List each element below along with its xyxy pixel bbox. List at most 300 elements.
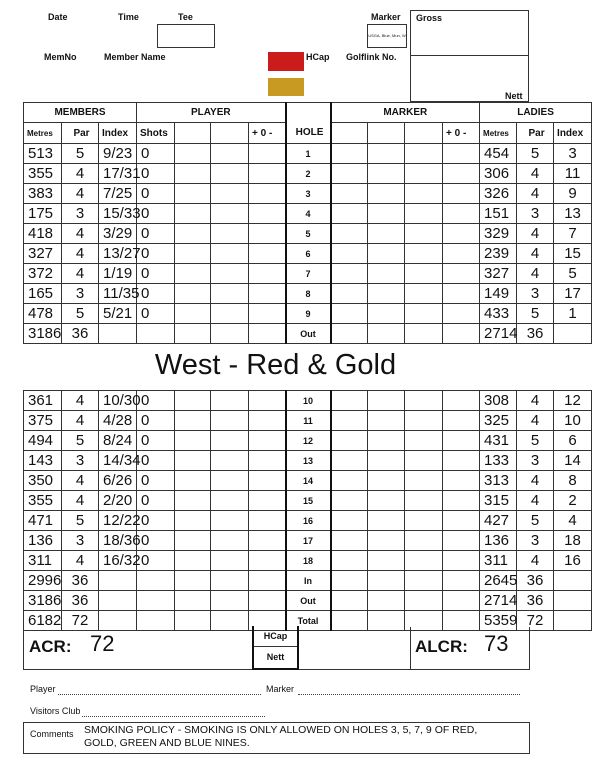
- hole-row: [24, 451, 592, 471]
- marker-score-cell[interactable]: [368, 304, 405, 324]
- player-plus-minus-cell[interactable]: [249, 511, 286, 531]
- player-plus-minus-cell[interactable]: [249, 571, 286, 591]
- ladies-par-cell: 5: [517, 144, 554, 164]
- alcr-label: ALCR:: [415, 637, 468, 656]
- player-score-cell[interactable]: [175, 431, 211, 451]
- ladies-par-cell: 36: [517, 324, 554, 344]
- marker-plus-minus-cell[interactable]: [443, 391, 480, 411]
- marker-score-cell[interactable]: [331, 284, 368, 304]
- members-metres-cell: 418: [24, 224, 62, 244]
- player-plus-minus-cell[interactable]: [249, 324, 286, 344]
- ladies-metres-cell: 2714: [480, 591, 517, 611]
- marker-score-cell[interactable]: [331, 184, 368, 204]
- ladies-index-header: Index: [554, 123, 592, 144]
- marker-score-cell[interactable]: [331, 511, 368, 531]
- ladies-index-cell: 16: [554, 551, 592, 571]
- player-score-cell[interactable]: [175, 511, 211, 531]
- player-score-cell[interactable]: [211, 411, 249, 431]
- hole-number-cell: 8: [286, 284, 331, 304]
- marker-plus-minus-cell[interactable]: [443, 491, 480, 511]
- members-index-cell: 13/27: [99, 244, 137, 264]
- player-score-cell[interactable]: [211, 264, 249, 284]
- marker-score-cell[interactable]: [368, 591, 405, 611]
- marker-score-cell[interactable]: [368, 431, 405, 451]
- player-shots-cell[interactable]: 0: [137, 511, 175, 531]
- player-plus-minus-cell[interactable]: [249, 304, 286, 324]
- player-score-cell[interactable]: [175, 591, 211, 611]
- marker-score-cell[interactable]: [405, 511, 443, 531]
- marker-score-cell[interactable]: [331, 391, 368, 411]
- ladies-metres-cell: 311: [480, 551, 517, 571]
- player-shots-cell[interactable]: 0: [137, 144, 175, 164]
- marker-score-cell[interactable]: [368, 164, 405, 184]
- marker-score-cell[interactable]: [368, 491, 405, 511]
- members-par-cell: 4: [62, 411, 99, 431]
- ladies-par-cell: 3: [517, 531, 554, 551]
- hole-row: [24, 324, 592, 344]
- nett-cell[interactable]: Nett: [266, 652, 285, 662]
- player-plus-minus-cell[interactable]: [249, 224, 286, 244]
- marker-score-cell[interactable]: [368, 391, 405, 411]
- marker-score-cell[interactable]: [368, 411, 405, 431]
- player-shots-cell[interactable]: 0: [137, 304, 175, 324]
- player-heading: PLAYER: [137, 103, 286, 123]
- hole-row: [24, 471, 592, 491]
- members-par-cell: 3: [62, 204, 99, 224]
- ladies-metres-cell: 427: [480, 511, 517, 531]
- ladies-par-cell: 4: [517, 491, 554, 511]
- marker-score-cell[interactable]: [331, 431, 368, 451]
- ladies-index-cell: 9: [554, 184, 592, 204]
- player-shots-cell[interactable]: 0: [137, 204, 175, 224]
- golflink-label: Golflink No.: [346, 52, 397, 62]
- player-shots-cell[interactable]: 0: [137, 531, 175, 551]
- player-score-cell[interactable]: [211, 204, 249, 224]
- ladies-heading: LADIES: [480, 103, 592, 123]
- marker-plus-minus-cell[interactable]: [443, 511, 480, 531]
- tee-label: Tee: [178, 12, 193, 22]
- marker-plus-minus-cell[interactable]: [443, 411, 480, 431]
- marker-plus-minus-cell[interactable]: [443, 284, 480, 304]
- player-score-cell[interactable]: [211, 391, 249, 411]
- marker-score-cell[interactable]: [405, 144, 443, 164]
- player-score-cell[interactable]: [175, 411, 211, 431]
- gold-tee-swatch: [268, 78, 304, 96]
- marker-score-cell[interactable]: [405, 391, 443, 411]
- player-signature-line[interactable]: [58, 694, 261, 695]
- marker-plus-minus-cell[interactable]: [443, 451, 480, 471]
- ladies-par-cell: 3: [517, 284, 554, 304]
- player-score-cell[interactable]: [175, 204, 211, 224]
- marker-plus-minus-cell[interactable]: [443, 244, 480, 264]
- player-shots-cell[interactable]: 0: [137, 164, 175, 184]
- ladies-par-cell: 3: [517, 451, 554, 471]
- marker-score-cell[interactable]: [368, 451, 405, 471]
- marker-score-cell[interactable]: [331, 491, 368, 511]
- player-plus-minus-cell[interactable]: [249, 264, 286, 284]
- player-shots-cell[interactable]: [137, 324, 175, 344]
- player-score-cell[interactable]: [175, 284, 211, 304]
- marker-plus-minus-cell[interactable]: [443, 304, 480, 324]
- player-plus-minus-cell[interactable]: [249, 431, 286, 451]
- player-score-cell[interactable]: [211, 451, 249, 471]
- members-par-cell: 4: [62, 264, 99, 284]
- marker-score-cell[interactable]: [405, 324, 443, 344]
- marker-plus-minus-header: + 0 -: [443, 123, 480, 144]
- hole-number-cell: In: [286, 571, 331, 591]
- hole-number-cell: 13: [286, 451, 331, 471]
- hole-row: [24, 531, 592, 551]
- marker-score-cell[interactable]: [368, 204, 405, 224]
- marker-score-cell[interactable]: [405, 571, 443, 591]
- player-plus-minus-cell[interactable]: [249, 144, 286, 164]
- player-score-cell[interactable]: [175, 224, 211, 244]
- marker-score-cell[interactable]: [368, 284, 405, 304]
- marker-label: Marker: [371, 12, 401, 22]
- ladies-index-cell: 17: [554, 284, 592, 304]
- ladies-par-cell: 4: [517, 471, 554, 491]
- hole-number-cell: 10: [286, 391, 331, 411]
- ladies-metres-cell: 433: [480, 304, 517, 324]
- marker-score-cell[interactable]: [331, 304, 368, 324]
- hcap-label: HCap: [306, 52, 330, 62]
- ladies-metres-cell: 149: [480, 284, 517, 304]
- player-shots-cell[interactable]: 0: [137, 264, 175, 284]
- player-score-cell[interactable]: [211, 531, 249, 551]
- marker-score-cell[interactable]: [331, 571, 368, 591]
- hole-row: [24, 164, 592, 184]
- members-metres-cell: 494: [24, 431, 62, 451]
- player-blank-header: [175, 123, 211, 144]
- player-score-cell[interactable]: [175, 144, 211, 164]
- ladies-index-cell: 12: [554, 391, 592, 411]
- hole-row: [24, 411, 592, 431]
- ladies-index-cell: [554, 324, 592, 344]
- front-nine-table: [23, 102, 592, 344]
- members-index-cell: 3/29: [99, 224, 137, 244]
- visitors-club-line[interactable]: [82, 716, 265, 717]
- members-par-cell: 4: [62, 164, 99, 184]
- ladies-metres-cell: 5359: [480, 611, 517, 631]
- player-score-cell[interactable]: [175, 304, 211, 324]
- ladies-par-cell: 36: [517, 591, 554, 611]
- player-plus-minus-cell[interactable]: [249, 591, 286, 611]
- hole-row: [24, 511, 592, 531]
- player-shots-cell[interactable]: 0: [137, 471, 175, 491]
- ladies-index-cell: 2: [554, 491, 592, 511]
- marker-signature-line[interactable]: [298, 694, 520, 695]
- marker-signature-label: Marker: [266, 684, 295, 694]
- player-score-cell[interactable]: [175, 451, 211, 471]
- tee-field[interactable]: [157, 24, 215, 48]
- marker-score-cell[interactable]: [368, 264, 405, 284]
- player-plus-minus-cell[interactable]: [249, 204, 286, 224]
- members-index-cell: 4/28: [99, 411, 137, 431]
- marker-score-cell[interactable]: [405, 244, 443, 264]
- player-shots-cell[interactable]: 0: [137, 411, 175, 431]
- marker-score-cell[interactable]: [331, 551, 368, 571]
- hole-row: [24, 184, 592, 204]
- marker-score-cell[interactable]: [368, 471, 405, 491]
- player-score-cell[interactable]: [211, 164, 249, 184]
- ladies-index-cell: 13: [554, 204, 592, 224]
- members-metres-cell: 471: [24, 511, 62, 531]
- player-score-cell[interactable]: [175, 531, 211, 551]
- hole-number-cell: 2: [286, 164, 331, 184]
- player-plus-minus-cell[interactable]: [249, 491, 286, 511]
- marker-score-cell[interactable]: [405, 591, 443, 611]
- members-index-cell: [99, 571, 137, 591]
- ladies-index-cell: 14: [554, 451, 592, 471]
- marker-note-box: USGA, Blue, Mun, W: [367, 24, 407, 48]
- marker-score-cell[interactable]: [405, 224, 443, 244]
- members-metres-cell: 136: [24, 531, 62, 551]
- members-par-cell: 4: [62, 184, 99, 204]
- hole-number-cell: 17: [286, 531, 331, 551]
- members-metres-cell: 355: [24, 491, 62, 511]
- player-score-cell[interactable]: [211, 471, 249, 491]
- player-score-cell[interactable]: [211, 244, 249, 264]
- marker-score-cell[interactable]: [405, 451, 443, 471]
- marker-plus-minus-cell[interactable]: [443, 224, 480, 244]
- player-shots-cell[interactable]: 0: [137, 184, 175, 204]
- comments-box: [23, 722, 530, 754]
- members-par-cell: 36: [62, 324, 99, 344]
- marker-score-cell[interactable]: [405, 184, 443, 204]
- members-par-cell: 5: [62, 431, 99, 451]
- members-par-cell: 36: [62, 591, 99, 611]
- members-index-cell: 6/26: [99, 471, 137, 491]
- hole-number-cell: 11: [286, 411, 331, 431]
- marker-score-cell[interactable]: [331, 204, 368, 224]
- ladies-par-cell: 4: [517, 244, 554, 264]
- player-shots-cell[interactable]: 0: [137, 551, 175, 571]
- marker-score-cell[interactable]: [368, 571, 405, 591]
- marker-plus-minus-cell[interactable]: [443, 164, 480, 184]
- player-score-cell[interactable]: [211, 184, 249, 204]
- marker-score-cell[interactable]: [331, 224, 368, 244]
- marker-score-cell[interactable]: [368, 144, 405, 164]
- members-par-cell: 72: [62, 611, 99, 631]
- ladies-index-cell: 8: [554, 471, 592, 491]
- marker-score-cell[interactable]: [405, 204, 443, 224]
- marker-score-cell[interactable]: [368, 551, 405, 571]
- player-shots-cell[interactable]: 0: [137, 491, 175, 511]
- ladies-index-cell: 4: [554, 511, 592, 531]
- marker-score-cell[interactable]: [368, 224, 405, 244]
- marker-score-cell[interactable]: [405, 411, 443, 431]
- player-score-cell[interactable]: [175, 264, 211, 284]
- player-shots-cell[interactable]: 0: [137, 244, 175, 264]
- player-plus-minus-cell[interactable]: [249, 164, 286, 184]
- player-score-cell[interactable]: [211, 591, 249, 611]
- members-par-cell: 4: [62, 491, 99, 511]
- ladies-metres-cell: 133: [480, 451, 517, 471]
- members-index-cell: 18/36: [99, 531, 137, 551]
- ladies-par-cell: 4: [517, 224, 554, 244]
- hcap-cell[interactable]: HCap: [254, 626, 297, 647]
- marker-score-cell[interactable]: [368, 531, 405, 551]
- hole-number-cell: Out: [286, 324, 331, 344]
- player-score-cell[interactable]: [175, 391, 211, 411]
- player-score-cell[interactable]: [211, 551, 249, 571]
- members-index-cell: 14/34: [99, 451, 137, 471]
- player-plus-minus-cell[interactable]: [249, 451, 286, 471]
- marker-plus-minus-cell[interactable]: [443, 551, 480, 571]
- marker-score-cell[interactable]: [405, 531, 443, 551]
- player-shots-cell[interactable]: 0: [137, 284, 175, 304]
- ladies-par-cell: 4: [517, 184, 554, 204]
- marker-heading: MARKER: [331, 103, 480, 123]
- marker-score-cell[interactable]: [405, 471, 443, 491]
- player-score-cell[interactable]: [175, 571, 211, 591]
- player-score-cell[interactable]: [211, 224, 249, 244]
- marker-score-cell[interactable]: [405, 551, 443, 571]
- marker-plus-minus-cell[interactable]: [443, 431, 480, 451]
- player-shots-cell[interactable]: 0: [137, 391, 175, 411]
- acr-label: ACR:: [29, 637, 72, 656]
- ladies-metres-cell: 2645: [480, 571, 517, 591]
- memno-label: MemNo: [44, 52, 77, 62]
- player-plus-minus-cell[interactable]: [249, 284, 286, 304]
- player-score-cell[interactable]: [211, 511, 249, 531]
- player-signature-label: Player: [30, 684, 56, 694]
- player-score-cell[interactable]: [175, 184, 211, 204]
- ladies-metres-cell: 306: [480, 164, 517, 184]
- marker-score-cell[interactable]: [405, 284, 443, 304]
- hole-number-cell: 18: [286, 551, 331, 571]
- player-score-cell[interactable]: [175, 324, 211, 344]
- hole-number-cell: 4: [286, 204, 331, 224]
- hole-row: [24, 591, 592, 611]
- player-score-cell[interactable]: [211, 431, 249, 451]
- marker-blank-header: [368, 123, 405, 144]
- marker-plus-minus-cell[interactable]: [443, 571, 480, 591]
- marker-score-cell[interactable]: [331, 164, 368, 184]
- alcr-value: 73: [484, 631, 509, 656]
- marker-score-cell[interactable]: [331, 244, 368, 264]
- members-index-cell: 16/32: [99, 551, 137, 571]
- marker-plus-minus-cell[interactable]: [443, 204, 480, 224]
- ladies-par-cell: 5: [517, 431, 554, 451]
- marker-score-cell[interactable]: [368, 511, 405, 531]
- marker-score-cell[interactable]: [331, 591, 368, 611]
- player-score-cell[interactable]: [175, 244, 211, 264]
- marker-score-cell[interactable]: [368, 324, 405, 344]
- marker-plus-minus-cell[interactable]: [443, 471, 480, 491]
- marker-plus-minus-cell[interactable]: [443, 591, 480, 611]
- player-shots-cell[interactable]: 0: [137, 224, 175, 244]
- marker-score-cell[interactable]: [331, 471, 368, 491]
- members-par-cell: 36: [62, 571, 99, 591]
- marker-score-cell[interactable]: [405, 304, 443, 324]
- marker-score-cell[interactable]: [331, 451, 368, 471]
- player-score-cell[interactable]: [175, 491, 211, 511]
- nett-label: Nett: [505, 91, 523, 101]
- marker-score-cell[interactable]: [405, 164, 443, 184]
- acr-value: 72: [90, 631, 115, 656]
- members-index-cell: 7/25: [99, 184, 137, 204]
- hole-row: [24, 284, 592, 304]
- members-metres-cell: 355: [24, 164, 62, 184]
- ladies-index-cell: 6: [554, 431, 592, 451]
- marker-score-cell[interactable]: [368, 184, 405, 204]
- player-shots-cell[interactable]: 0: [137, 451, 175, 471]
- members-par-cell: 4: [62, 244, 99, 264]
- marker-plus-minus-cell[interactable]: [443, 184, 480, 204]
- members-metres-cell: 175: [24, 204, 62, 224]
- marker-plus-minus-cell[interactable]: [443, 324, 480, 344]
- player-score-cell[interactable]: [175, 551, 211, 571]
- category-header-row: [24, 103, 592, 123]
- members-par-cell: 4: [62, 224, 99, 244]
- player-score-cell[interactable]: [211, 144, 249, 164]
- player-plus-minus-cell[interactable]: [249, 184, 286, 204]
- marker-score-cell[interactable]: [331, 264, 368, 284]
- player-plus-minus-cell[interactable]: [249, 531, 286, 551]
- members-index-cell: 5/21: [99, 304, 137, 324]
- player-shots-cell[interactable]: 0: [137, 431, 175, 451]
- player-shots-cell[interactable]: [137, 591, 175, 611]
- player-score-cell[interactable]: [175, 471, 211, 491]
- hole-number-cell: 6: [286, 244, 331, 264]
- player-plus-minus-cell[interactable]: [249, 471, 286, 491]
- marker-score-cell[interactable]: [331, 531, 368, 551]
- player-score-cell[interactable]: [211, 491, 249, 511]
- hole-number-cell: 15: [286, 491, 331, 511]
- marker-score-cell[interactable]: [368, 244, 405, 264]
- marker-score-cell[interactable]: [331, 144, 368, 164]
- hole-number-cell: 14: [286, 471, 331, 491]
- player-shots-cell[interactable]: [137, 571, 175, 591]
- player-score-cell[interactable]: [211, 304, 249, 324]
- marker-plus-minus-cell[interactable]: [443, 264, 480, 284]
- player-score-cell[interactable]: [211, 284, 249, 304]
- marker-score-cell[interactable]: [405, 431, 443, 451]
- comments-label: Comments: [30, 729, 74, 739]
- ladies-metres-cell: 454: [480, 144, 517, 164]
- members-metres-cell: 311: [24, 551, 62, 571]
- marker-plus-minus-cell[interactable]: [443, 531, 480, 551]
- marker-score-cell[interactable]: [405, 264, 443, 284]
- ladies-par-cell: 4: [517, 551, 554, 571]
- members-index-cell: 9/23: [99, 144, 137, 164]
- player-score-cell[interactable]: [175, 164, 211, 184]
- visitors-club-label: Visitors Club: [30, 706, 81, 716]
- members-par-cell: 4: [62, 471, 99, 491]
- hcap-nett-box: [252, 626, 299, 670]
- marker-score-cell[interactable]: [331, 324, 368, 344]
- hole-number-cell: Total: [286, 611, 331, 631]
- marker-plus-minus-cell[interactable]: [443, 144, 480, 164]
- marker-score-cell[interactable]: [331, 411, 368, 431]
- ratings-row: [23, 627, 530, 670]
- player-plus-minus-cell[interactable]: [249, 411, 286, 431]
- hole-number-cell: Out: [286, 591, 331, 611]
- hole-row: [24, 204, 592, 224]
- marker-score-cell[interactable]: [405, 491, 443, 511]
- player-score-cell[interactable]: [211, 571, 249, 591]
- red-tee-swatch: [268, 52, 304, 71]
- player-plus-minus-cell[interactable]: [249, 244, 286, 264]
- player-score-cell[interactable]: [211, 324, 249, 344]
- player-plus-minus-cell[interactable]: [249, 551, 286, 571]
- ladies-par-cell: 5: [517, 511, 554, 531]
- members-index-cell: 8/24: [99, 431, 137, 451]
- comments-text: SMOKING POLICY - SMOKING IS ONLY ALLOWED ON HOLES 3, 5, 7, 9 OF RED, GOLD, GREEN AND BLUE NINES.: [84, 724, 478, 749]
- members-metres-header: Metres: [24, 123, 62, 144]
- player-plus-minus-cell[interactable]: [249, 391, 286, 411]
